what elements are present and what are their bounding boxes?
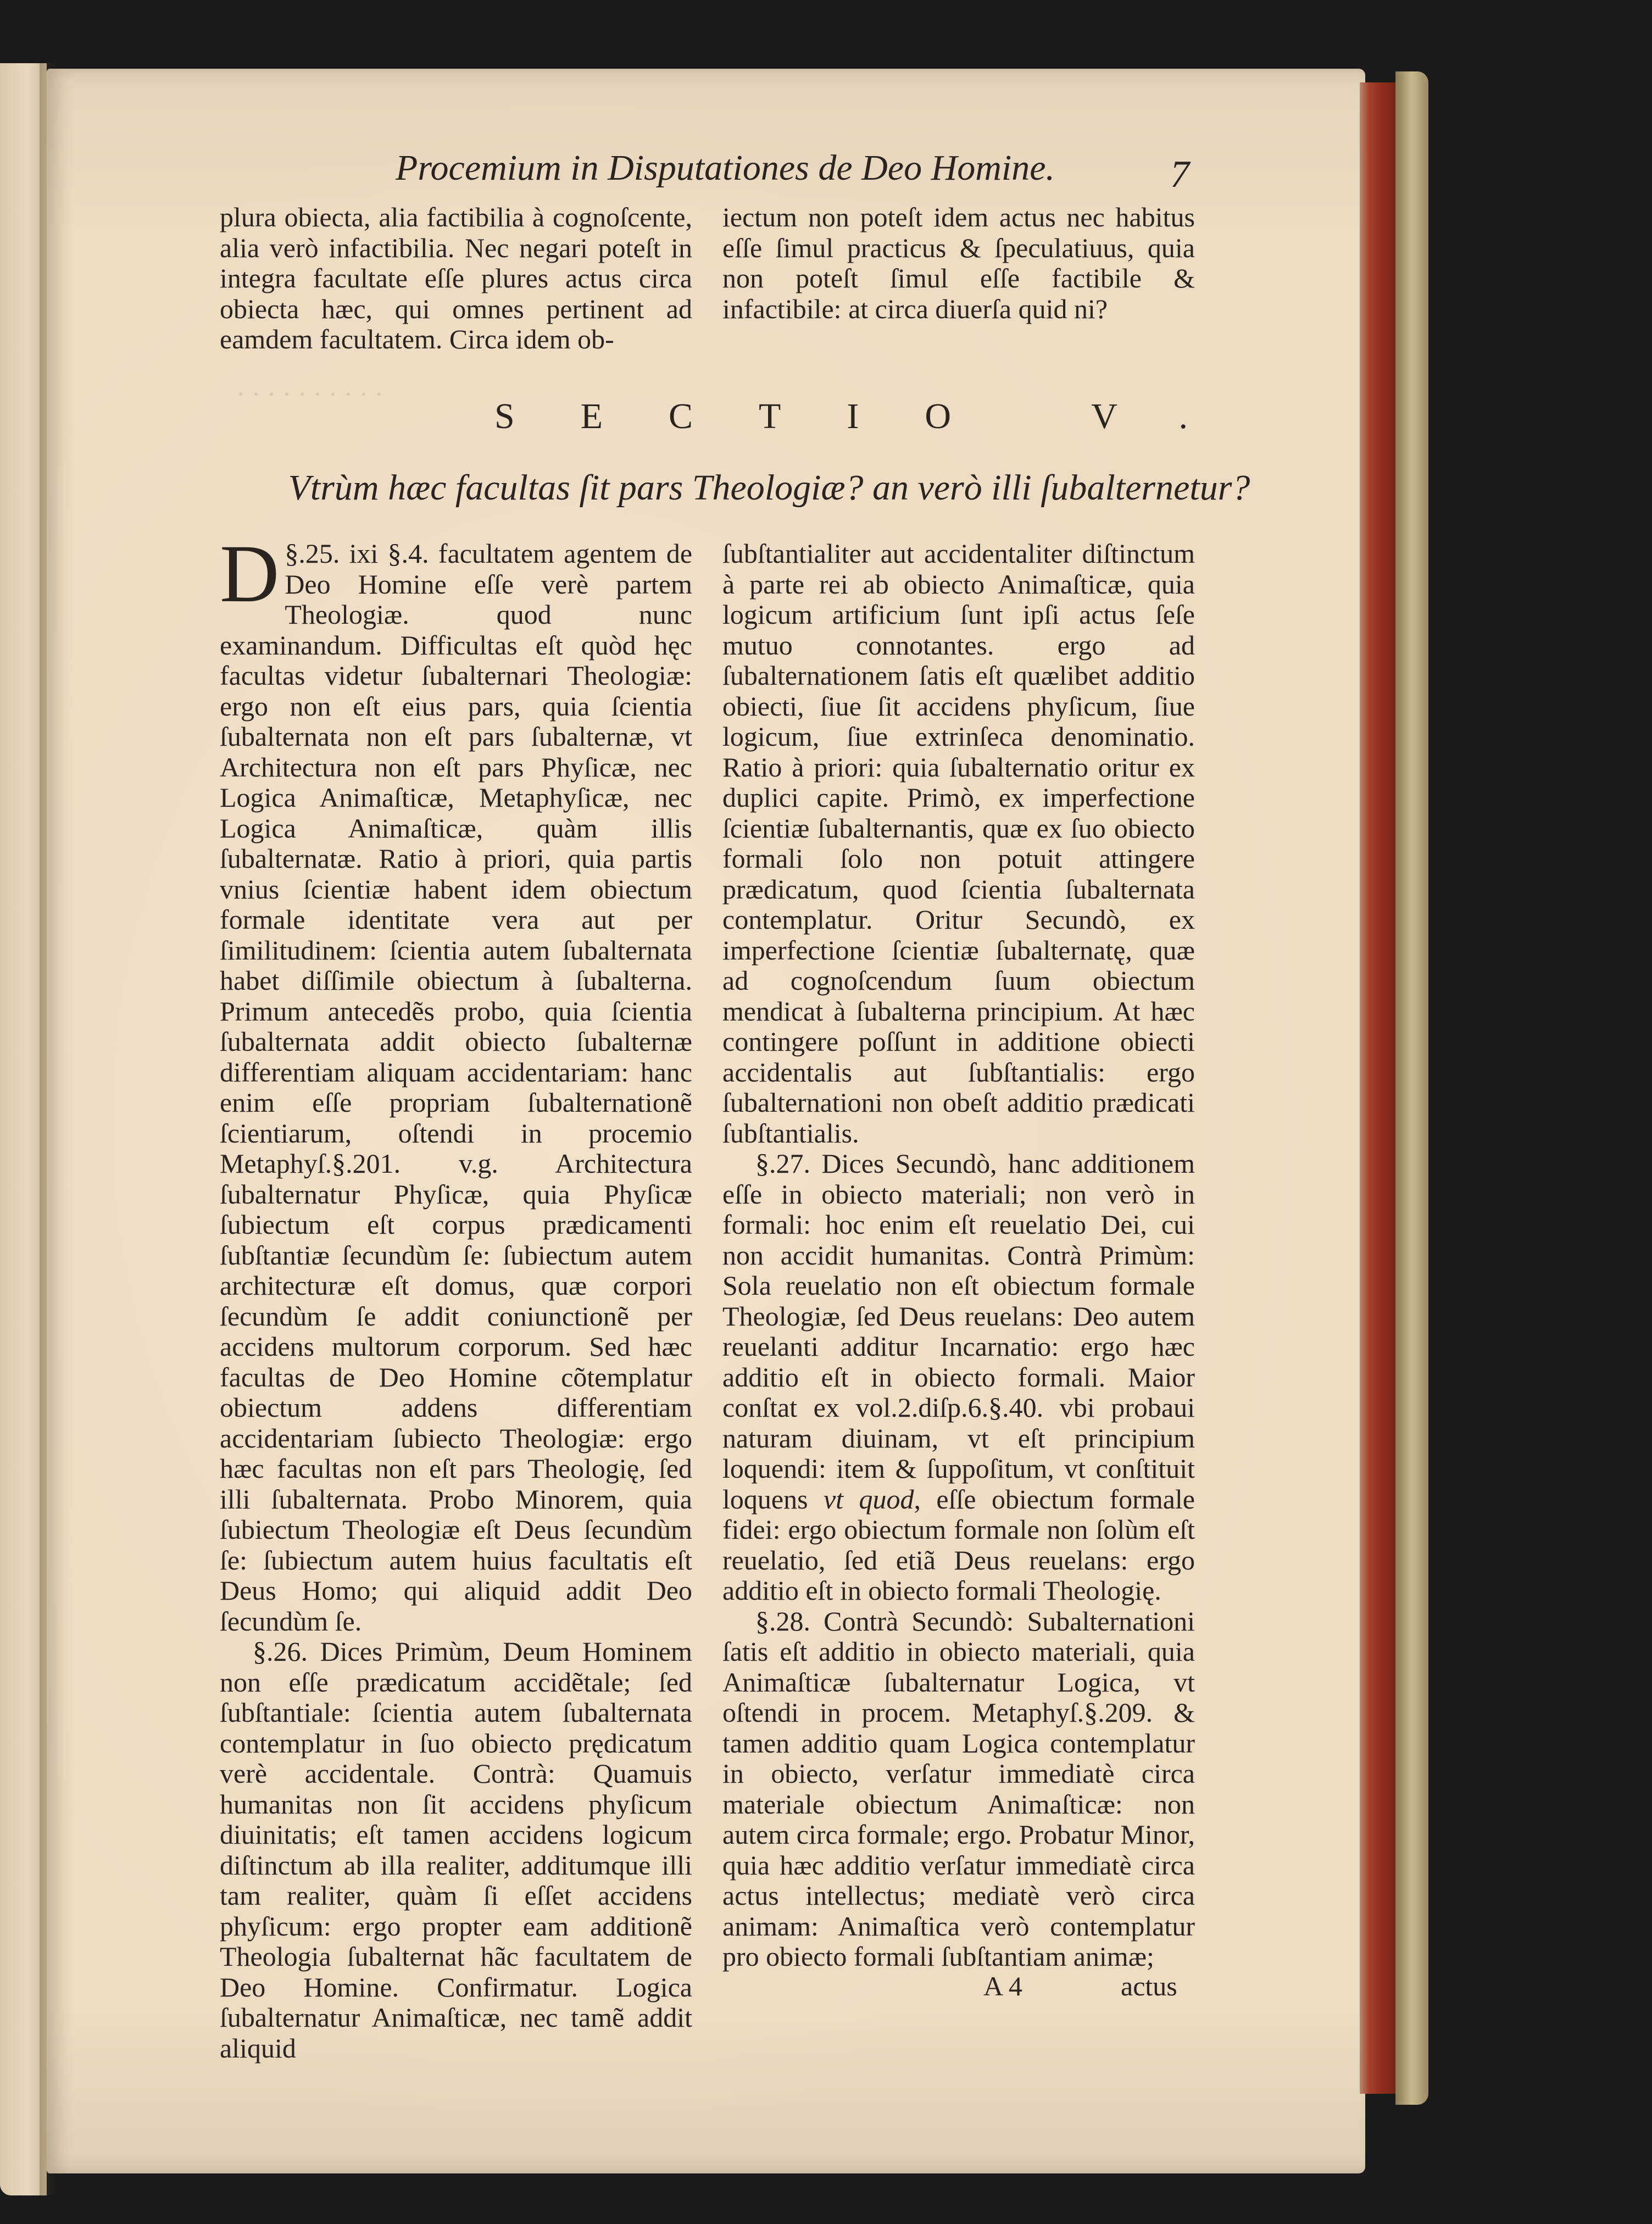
paragraph-continuation-left: plura obiecta, alia factibilia à cognoſcente, alia verò infactibilia. Nec negari poteſt in integra facultate eſſe plures actus circa obiecta hæc, qui omnes pertinent ad eamdem facultatem. Circa idem ob- bbox=[220, 202, 692, 354]
italic-phrase: vt quod bbox=[823, 1483, 914, 1515]
running-head: Procemium in Disputationes de Deo Homine. bbox=[396, 148, 1055, 188]
column-right-top bbox=[722, 202, 1195, 329]
paragraph-mark: §.25. bbox=[285, 538, 340, 569]
catchword: actus bbox=[1121, 1971, 1177, 2001]
paragraph-26: §.26. Dices Primùm, Deum Hominem non eſſe prædicatum accidẽtale; ſed ſubſtantiale: ſcientia autem ſubalternata contemplatur in ſuo obiecto prędicatum verè accidentale. Contrà: Quamuis humanitas non ſit accidens phyſicum diuinitatis; eſt tamen accidens logicum diſtinctum ab illa realiter, additumque illi tam realiter, quàm ſi eſſet accidens phyſicum: ergo propter eam additionẽ Theologia ſubalternat hãc facultatem de Deo Homine. Confirmatur. Logica ſubalternatur Animaſticæ, nec tamẽ addit aliquid bbox=[220, 1636, 692, 2064]
paragraph-27 bbox=[722, 1149, 1195, 1606]
column-right bbox=[722, 538, 1195, 1972]
paragraph-27-end: , eſſe obiectum formale fidei: ergo obiectum formale non ſolùm eſt reuelatio, ſed etiã Deus reuelans: ergo additio eſt in obiecto formali Theologię. bbox=[722, 1483, 1195, 1606]
paragraph-28: §.28. Contrà Secundò: Subalternationi ſatis eſt additio in obiecto materiali, quia Animaſticæ ſubalternatur Logica, vt oſtendi in procem. Metaphyſ.§.209. & tamen additio quam Logica contemplatur in obiecto, verſatur immediatè circa materiale obiectum Animaſticæ: non autem circa formale; ergo. Probatur Minor, quia hæc additio verſatur immediatè circa actus intellectus; mediatè verò circa animam: Animaſtica verò contemplatur pro obiecto formali ſubſtantiam animæ; bbox=[722, 1605, 1195, 1972]
drop-cap: D bbox=[220, 528, 280, 619]
page-edges-red bbox=[1360, 82, 1398, 2094]
section-heading: SECTIO V. bbox=[494, 396, 1254, 436]
signature-mark: A 4 bbox=[983, 1971, 1022, 2001]
paragraph-25 bbox=[220, 528, 693, 1637]
page-number: 7 bbox=[1170, 153, 1189, 196]
paragraph-27-text: §.27. Dices Secundò, hanc additionem eſſe in obiecto materiali; non verò in formali: hoc enim eſt reuelatio Dei, cui non accidit humanitas. Contrà Primùm: Sola reuelatio non eſt obiectum formale Theologiæ, ſed Deus reuelans: Deo autem reuelanti additur Incarnatio: ergo hæc additio eſt in obiecto formali. Maior conſtat ex vol.2.diſp.6.§.40. vbi probaui naturam diuinam, vt eſt principium loquendi: item & ſuppoſitum, vt conſtituit loquens bbox=[722, 1148, 1195, 1515]
column-left bbox=[220, 528, 693, 2064]
column-left-top bbox=[220, 202, 692, 355]
book-cover-edge bbox=[1395, 71, 1428, 2105]
section-title: Vtrùm hæc facultas ſit pars Theologiæ? an verò illi ſubalternetur? bbox=[288, 468, 1250, 508]
paragraph-26-continued: ſubſtantialiter aut accidentaliter diſtinctum à parte rei ab obiecto Animaſticæ, quia logicum artificium ſunt ipſi actus ſeſe mutuo connotantes. ergo ad ſubalternationem ſatis eſt quælibet additio obiecti, ſiue ſit accidens phyſicum, ſiue logicum, ſiue extrinſeca denominatio. Ratio à priori: quia ſubalternatio oritur ex duplici capite. Primò, ex imperfectione ſcientiæ ſubalternantis, quæ ex ſuo obiecto formali ſolo non potuit attingere prædicatum, quod ſcientia ſubalternata contemplatur. Oritur Secundò, ex imperfectione ſcientiæ ſubalternatę, quæ ad cognoſcendum ſuum obiectum mendicat à ſubalterna principium. At hæc contingere poſſunt in additione obiecti accidentalis aut ſubſtantialis: ergo ſubalternationi non obeſt additio prædicati ſubſtantialis. bbox=[722, 538, 1195, 1149]
paragraph-25-text: ixi §.4. facultatem agentem de Deo Homine eſſe verè partem Theologiæ. quod nunc examinandum. Difficultas eſt quòd hęc facultas videtur ſubalternari Theologiæ: ergo non eſt eius pars, quia ſcientia ſubalternata non eſt pars ſubalternæ, vt Architectura non eſt pars Phyſicæ, nec Logica Animaſticæ, Metaphyſicæ, nec Logica Animaſticæ, quàm illis ſubalternatæ. Ratio à priori, quia partis vnius ſcientiæ habent idem obiectum formale identitate vera aut per ſimilitudinem: ſcientia autem ſubalternata habet diſſimile obiectum à ſubalterna. Primum antecedẽs probo, quia ſcientia ſubalternata addit obiecto ſubalternæ differentiam aliquam accidentariam: hanc enim eſſe propriam ſubalternationẽ ſcientiarum, oſtendi in procemio Metaphyſ.§.201. v.g. Architectura ſubalternatur Phyſicæ, quia Phyſicæ ſubiectum eſt corpus prædicamenti ſubſtantiæ ſecundùm ſe: ſubiectum autem architecturæ eſt domus, quæ corpori ſecundùm ſe addit coniunctionẽ per accidens multorum corporum. Sed hæc facultas de Deo Homine cõtemplatur obiectum addens differentiam accidentariam ſubiecto Theologiæ: ergo hæc facultas non eſt pars Theologię, ſed illi ſubalternata. Probo Minorem, quia ſubiectum Theologiæ eſt Deus ſecundùm ſe: ſubiectum autem huius facultatis eſt Deus Homo; qui aliquid addit Deo ſecundùm ſe. bbox=[220, 538, 693, 1637]
paragraph-continuation-right: iectum non poteſt idem actus nec habitus eſſe ſimul practicus & ſpeculatiuus, quia non poteſt ſimul eſſe factibile & infactibile: at circa diuerſa quid ni? bbox=[722, 202, 1195, 324]
